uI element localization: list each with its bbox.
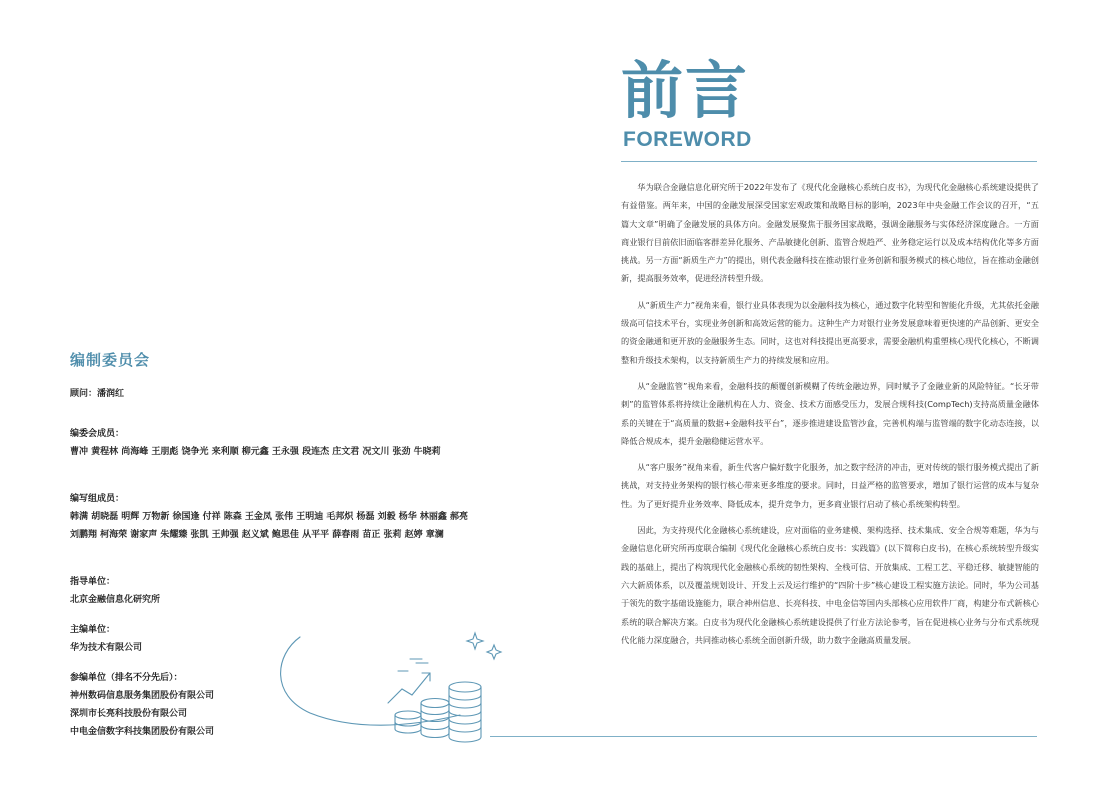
foreword-paragraph: 因此，为支持现代化金融核心系统建设，应对面临的业务建模、架构选择、技术集成、安全合规等难题，华为与金融信息化研究所再度联合编制《现代化金融核心系统白皮书：实践篇》(以下简称白皮书)，在核心系统转型升级实践的基础上，提出了构筑现代化金融核心系统的韧性架构、全栈可信、开放集成、工程工艺、平稳迁移、敏捷智能的六大新质体系，以及覆盖规划设计、开发上云及运行维护的“四阶十步”核心建设工程实施方法论。同时，华为公司基于领先的数字基础设施能力，联合神州信息、长亮科技、中电金信等国内头部核心应用软件厂商，构建分布式新核心系统的联合解决方案。白皮书为现代化金融核心系统建设提供了行业方法论参考，旨在促进核心业务与分布式系统现代化能力深度融合，共同推动核心系统全面创新升级，助力数字金融高质量发展。 [621,525,1039,645]
guide-label: 指导单位： [70,577,116,587]
foreword-title-cn: 前言 [621,54,750,127]
title-rule [621,161,1037,162]
editorial-label: 编委会成员： [70,429,125,439]
coins-growth-illustration [270,625,510,745]
foreword-paragraph: 从“金融监管”视角来看，金融科技的颠覆创新模糊了传统金融边界，同时赋予了金融业新的风险特征。“长牙带刺”的监管体系将持续让金融机构在人力、资金、技术方面感受压力，发展合规科技(CompTech)支持高质量金融体系的关键在于“高质量的数据+金融科技平台”，逐步推进建设监管沙盒，完善机构端与监管端的数字化动态连接，以降低合规成本，提升金融稳健运营水平。 [621,380,1039,446]
writing-section [70,490,510,544]
advisor-section [70,385,510,403]
participants-label: 参编单位（排名不分先后）： [70,673,183,683]
foreword-paragraph: 从“客户服务”视角来看，新生代客户偏好数字化服务，加之数字经济的冲击，更对传统的银行服务模式提出了新挑战，对支持业务架构的银行核心带来更多维度的要求。同时，日益严格的监管要求，增加了银行运营的成本与复杂性。为了更好提升业务效率、降低成本，提升竞争力，更多商业银行启动了核心系统架构转型。 [621,462,1039,509]
advisor: 顾问：潘润红 [70,389,125,399]
host-unit: 华为技术有限公司 [70,643,143,653]
writing-label: 编写组成员： [70,494,125,504]
foreword-body [621,178,1039,657]
participant-3: 中电金信数字科技集团股份有限公司 [70,727,215,737]
foreword-title-en: FOREWORD [623,128,752,151]
committee-title: 编制委员会 [70,351,151,369]
foreword-paragraph: 华为联合金融信息化研究所于2022年发布了《现代化金融核心系统白皮书》，为现代化金融核心系统建设提供了有益借鉴。两年来，中国的金融发展深受国家宏观政策和战略目标的影响，2023年中央金融工作会议的召开，“五篇大文章”明确了金融发展的具体方向。金融发展聚焦于服务国家战略，强调金融服务与实体经济深度融合。一方面商业银行目前依旧面临客群差异化服务、产品敏捷化创新、监管合规趋严、业务稳定运行以及成本结构优化等多方面挑战。另一方面“新质生产力”的提出，则代表金融科技在推动银行业务创新和服务模式的核心地位，旨在推动金融创新，提高服务效率，促进经济转型升级。 [621,182,1039,284]
writing-members-line-1: 韩满 胡晓磊 明辉 万物新 徐国逢 付祥 陈森 王金凤 张伟 王明迪 毛邦炽 杨磊 刘毅 杨华 林丽鑫 郝亮 [70,512,469,522]
guide-unit: 北京金融信息化研究所 [70,595,161,605]
host-label: 主编单位： [70,625,116,635]
foreword-paragraph: 从“新质生产力”视角来看，银行业具体表现为以金融科技为核心，通过数字化转型和智能化升级，尤其依托金融级高可信技术平台，实现业务创新和高效运营的能力。这种生产力对银行业务发展意味着更快速的产品创新、更安全的资金融通和更开放的金融服务生态。同时，这也对科技提出更高要求，需要金融机构重塑核心现代化核心，不断调整和升级技术架构，以支持新质生产力的持续发展和应用。 [621,299,1039,365]
participant-1: 神州数码信息服务集团股份有限公司 [70,691,215,701]
editorial-section [70,425,510,461]
editorial-members: 曹冲 黄程林 尚海峰 王朋彪 饶争光 来利顺 柳元鑫 王永强 段连杰 庄文君 况文川 张劲 牛晓莉 [70,447,441,457]
bottom-rule [490,736,1037,737]
guide-section [70,573,510,609]
participant-2: 深圳市长亮科技股份有限公司 [70,709,188,719]
writing-members-line-2: 刘鹏翔 柯海荣 谢家声 朱耀臻 张凯 王帅强 赵义斌 鲍思佳 从平平 薛春雨 苗正 张莉 赵婷 章澜 [70,530,444,540]
